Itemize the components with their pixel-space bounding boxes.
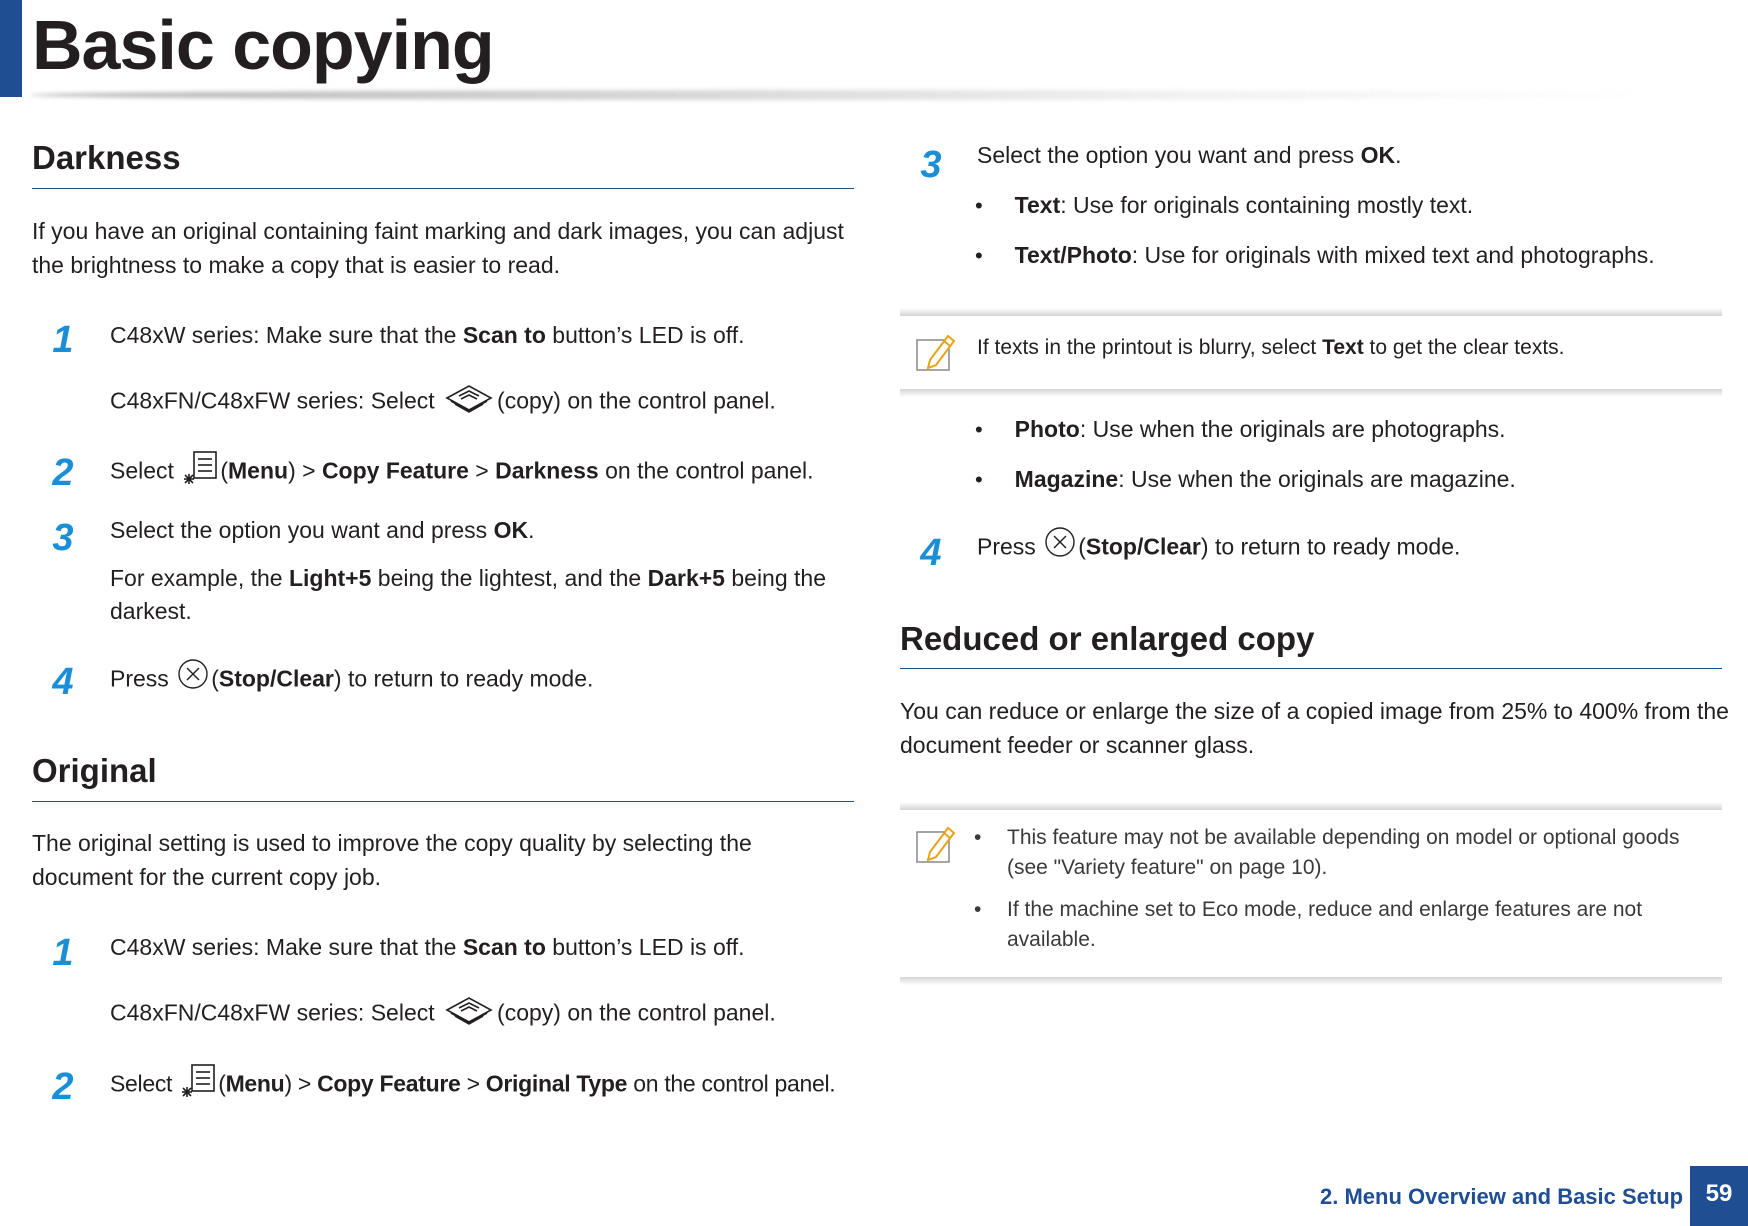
step-number: 4	[920, 532, 942, 574]
step-number: 4	[52, 661, 74, 703]
section-rule	[32, 188, 854, 189]
section-rule	[32, 801, 854, 802]
note-bullet: •	[974, 826, 982, 849]
original-intro: The original setting is used to improve the copy quality by selecting the document for the current copy job.	[32, 830, 752, 890]
section-heading-original: Original	[32, 752, 157, 789]
note-pencil-icon	[914, 822, 960, 871]
step-text: C48xW series: Make sure that the Scan to button’s LED is off.	[110, 934, 745, 960]
footer-chapter: 2. Menu Overview and Basic Setup	[1320, 1184, 1684, 1209]
copy-icon	[441, 992, 497, 1037]
section-heading-darkness: Darkness	[32, 139, 181, 176]
darkness-intro: If you have an original containing faint marking and dark images, you can adjust the brightness to make a copy that is easier to read.	[32, 218, 844, 278]
step-number: 1	[52, 319, 74, 361]
note-pencil-icon	[914, 330, 960, 379]
option-item: • Text: Use for originals containing mostly text.	[975, 192, 1474, 218]
title-accent-bar	[0, 0, 22, 97]
step-text: C48xFN/C48xFW series: Select (copy) on the control panel.	[110, 380, 776, 425]
step-text: C48xFN/C48xFW series: Select (copy) on the control panel.	[110, 992, 776, 1037]
page-number: 59	[1690, 1166, 1748, 1226]
step-text: Select (Menu) > Copy Feature > Darkness on the control panel.	[110, 449, 814, 496]
menu-icon	[180, 449, 220, 496]
section-heading-reduced: Reduced or enlarged copy	[900, 620, 1315, 657]
option-item: • Text/Photo: Use for originals with mixed text and photographs.	[975, 242, 1655, 268]
section-rule	[900, 668, 1722, 669]
reduced-intro: You can reduce or enlarge the size of a copied image from 25% to 400% from the document feeder or scanner glass.	[900, 698, 1729, 758]
step-number: 2	[52, 452, 74, 494]
note-text: If texts in the printout is blurry, select Text to get the clear texts.	[977, 336, 1565, 359]
step-text: Select (Menu) > Copy Feature > Original Type on the control panel.	[110, 1062, 835, 1109]
note-border-bottom	[900, 389, 1722, 397]
title-underline-shadow	[30, 90, 1680, 100]
step-example: darkest.	[110, 598, 192, 624]
page-title: Basic copying	[32, 6, 494, 84]
stop-clear-icon	[175, 658, 211, 703]
step-text: Press (Stop/Clear) to return to ready mode.	[977, 526, 1460, 571]
note-border-top	[900, 308, 1722, 316]
step-number: 2	[52, 1066, 74, 1108]
step-number: 1	[52, 932, 74, 974]
step-text: Select the option you want and press OK.	[110, 517, 535, 543]
step-text: Select the option you want and press OK.	[977, 142, 1402, 168]
note-text: If the machine set to Eco mode, reduce and enlarge features are not available.	[1007, 898, 1643, 951]
note-border-top	[900, 802, 1722, 810]
step-number: 3	[920, 144, 942, 186]
option-item: • Magazine: Use when the originals are magazine.	[975, 466, 1516, 492]
step-text: C48xW series: Make sure that the Scan to button’s LED is off.	[110, 322, 745, 348]
step-example: For example, the Light+5 being the lightest, and the Dark+5 being the	[110, 565, 826, 591]
note-text: This feature may not be available depending on model or optional goods (see "Variety feature" on page 10).	[1007, 826, 1680, 879]
note-bullet: •	[974, 898, 982, 921]
step-text: Press (Stop/Clear) to return to ready mode.	[110, 658, 593, 703]
stop-clear-icon	[1042, 526, 1078, 571]
option-item: • Photo: Use when the originals are photographs.	[975, 416, 1506, 442]
copy-icon	[441, 380, 497, 425]
step-number: 3	[52, 517, 74, 559]
menu-icon	[178, 1062, 218, 1109]
note-border-bottom	[900, 977, 1722, 985]
